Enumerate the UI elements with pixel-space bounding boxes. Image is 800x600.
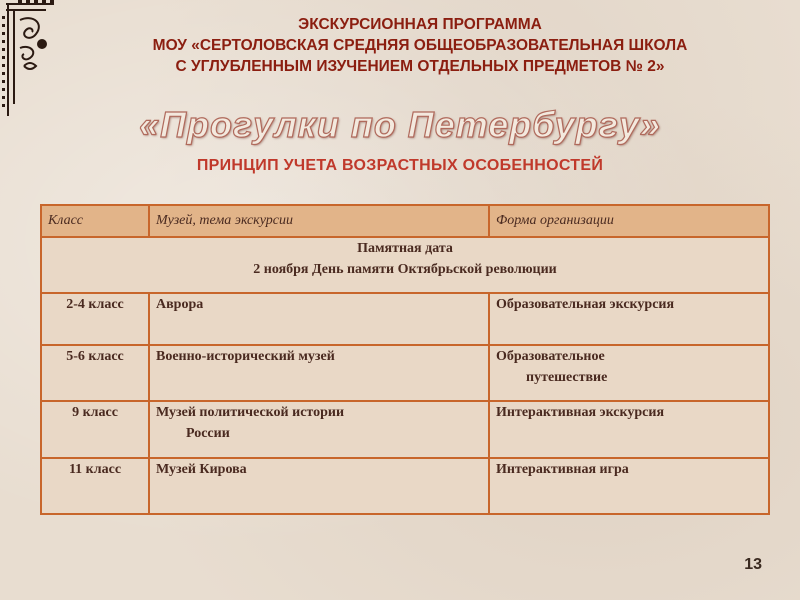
- museum-text: Аврора: [156, 297, 204, 312]
- table-row: [41, 458, 769, 514]
- header-museum: Музей, тема экскурсии: [149, 205, 489, 237]
- table-row: [41, 345, 769, 401]
- form-text-continued: путешествие: [526, 370, 608, 385]
- museum-cell: [149, 345, 489, 401]
- page-subtitle: ПРИНЦИП УЧЕТА ВОЗРАСТНЫХ ОСОБЕННОСТЕЙ: [196, 157, 604, 174]
- form-text: Образовательная экскурсия: [496, 297, 675, 312]
- decorative-corner-ornament-icon: [0, 0, 60, 120]
- excursion-table: [40, 204, 770, 515]
- memorial-date-label: Памятная дата: [357, 241, 453, 256]
- museum-text-continued: России: [186, 426, 230, 441]
- form-text: Образовательное: [496, 349, 605, 364]
- header-line-3: С УГЛУБЛЕННЫМ ИЗУЧЕНИЕМ ОТДЕЛЬНЫХ ПРЕДМЕТОВ № 2»: [175, 58, 665, 75]
- memorial-date-row: [41, 237, 769, 293]
- header: [60, 14, 780, 77]
- header-class: Класс: [41, 205, 149, 237]
- museum-cell: [149, 401, 489, 458]
- table-row: [41, 293, 769, 345]
- form-text: Интерактивная экскурсия: [496, 405, 665, 420]
- page-title: «Прогулки по Петербургу»: [139, 104, 661, 145]
- museum-cell: [149, 293, 489, 345]
- header-line-2: МОУ «СЕРТОЛОВСКАЯ СРЕДНЯЯ ОБЩЕОБРАЗОВАТЕЛЬНАЯ ШКОЛА: [152, 37, 688, 54]
- table-header-row: [41, 205, 769, 237]
- class-cell: 11 класс: [41, 458, 149, 514]
- form-text: Интерактивная игра: [496, 462, 629, 477]
- museum-text: Музей политической истории: [156, 405, 345, 420]
- form-cell: [489, 458, 769, 514]
- class-cell: 5-6 класс: [41, 345, 149, 401]
- museum-text: Военно-исторический музей: [156, 349, 335, 364]
- class-cell: 2-4 класс: [41, 293, 149, 345]
- page-number: 13: [744, 556, 762, 573]
- header-line-1: ЭКСКУРСИОННАЯ ПРОГРАММА: [298, 16, 542, 33]
- form-cell: [489, 293, 769, 345]
- form-cell: [489, 401, 769, 458]
- form-cell: [489, 345, 769, 401]
- header-form: Форма организации: [489, 205, 769, 237]
- memorial-date-text: 2 ноября День памяти Октябрьской революции: [253, 262, 557, 277]
- memorial-date-cell: [41, 237, 769, 293]
- museum-text: Музей Кирова: [156, 462, 247, 477]
- table-row: [41, 401, 769, 458]
- class-cell: 9 класс: [41, 401, 149, 458]
- museum-cell: [149, 458, 489, 514]
